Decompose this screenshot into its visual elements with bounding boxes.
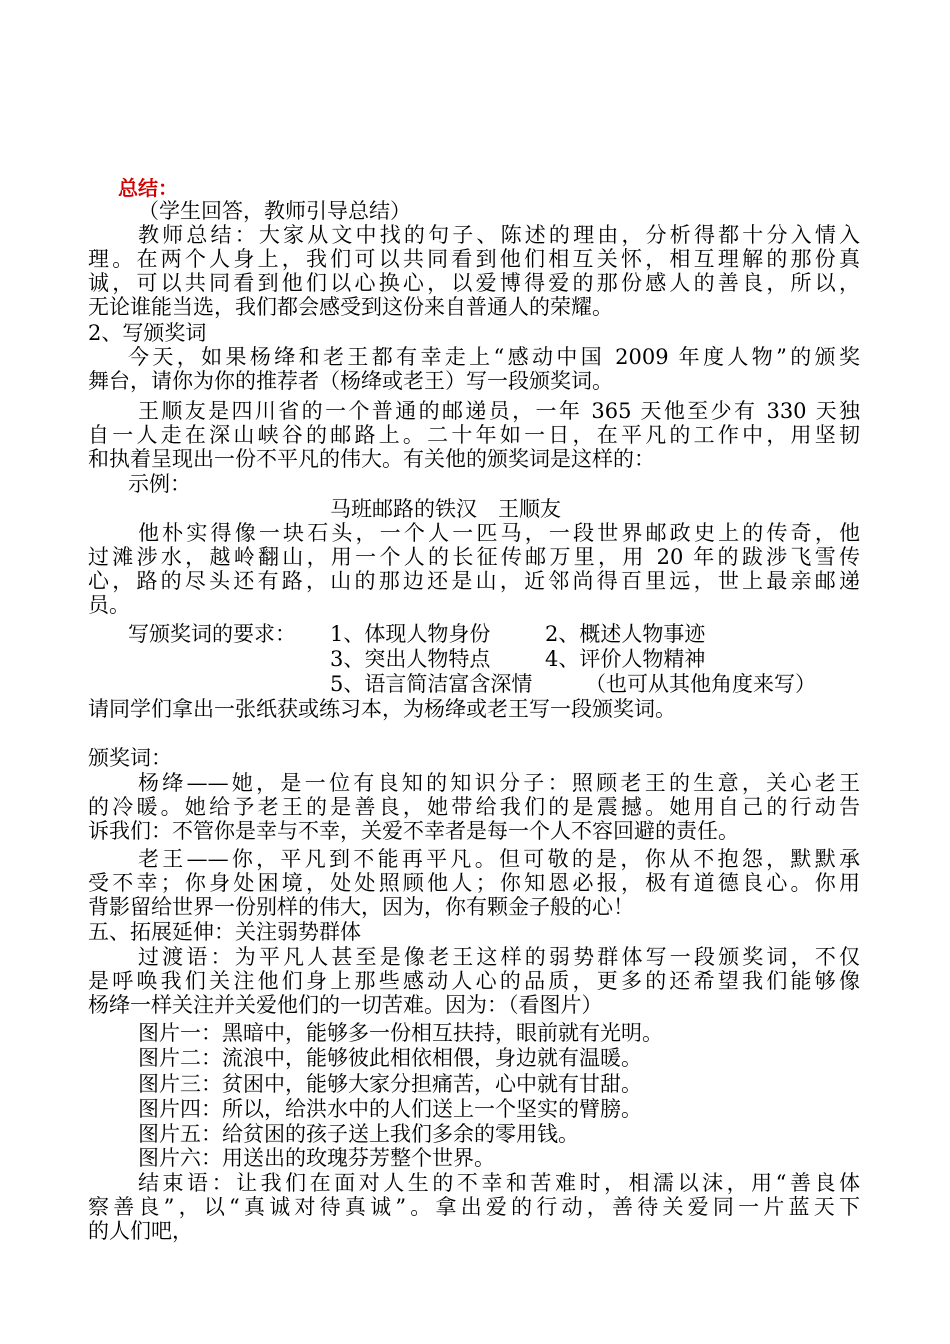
picture-item-5: 图片五：给贫困的孩子送上我们多余的零用钱。 bbox=[138, 1122, 579, 1146]
section2-intro-2: 舞台，请你为你的推荐者（杨绛或老王）写一段颁奖词。 bbox=[88, 369, 613, 393]
requirements-label: 写颁奖词的要求： bbox=[128, 622, 296, 646]
requirement-item-3: 3、突出人物特点 bbox=[330, 647, 491, 671]
yang-award-2: 的冷暖。她给予老王的是善良，她带给我们的是震撼。她用自己的行动告 bbox=[88, 795, 860, 819]
closing-line-1: 结束语：让我们在面对人生的不幸和苦难时，相濡以沫，用“善良体 bbox=[138, 1171, 860, 1195]
example-label: 示例： bbox=[128, 472, 191, 496]
summary-line-3: 诚，可以共同看到他们以心换心，以爱博得爱的那份感人的善良，所以， bbox=[88, 271, 860, 295]
closing-line-2: 察善良”，以“真诚对待真诚”。拿出爱的行动，善待关爱同一片蓝天下 bbox=[88, 1195, 860, 1219]
summary-line-1: 教师总结：大家从文中找的句子、陈述的理由，分析得都十分入情入 bbox=[138, 223, 860, 247]
picture-item-2: 图片二：流浪中，能够彼此相依相偎，身边就有温暖。 bbox=[138, 1046, 642, 1070]
closing-line-3: 的人们吧， bbox=[88, 1219, 193, 1243]
example-title: 马班邮路的铁汉 王顺友 bbox=[330, 497, 561, 521]
requirement-item-2: 2、概述人物事迹 bbox=[545, 622, 706, 646]
requirement-item-1: 1、体现人物身份 bbox=[330, 622, 491, 646]
requirement-item-4: 4、评价人物精神 bbox=[545, 647, 706, 671]
wang-award-1: 老王——你，平凡到不能再平凡。但可敬的是，你从不抱怨，默默承 bbox=[138, 847, 860, 871]
awards-label: 颁奖词： bbox=[88, 746, 172, 770]
example-line-3: 心，路的尽头还有路，山的那边还是山，近邻尚得百里远，世上最亲邮递 bbox=[88, 569, 860, 593]
yang-award-3: 诉我们：不管你是幸与不幸，关爱不幸者是每一个人不容回避的责任。 bbox=[88, 819, 739, 843]
summary-line-4: 无论谁能当选，我们都会感受到这份来自普通人的荣耀。 bbox=[88, 295, 613, 319]
picture-item-1: 图片一：黑暗中，能够多一份相互扶持，眼前就有光明。 bbox=[138, 1021, 663, 1045]
wang-intro-2: 自一人走在深山峡谷的邮路上。二十年如一日，在平凡的工作中，用坚韧 bbox=[88, 423, 860, 447]
yang-award-1: 杨绛——她，是一位有良知的知识分子：照顾老王的生意，关心老王 bbox=[138, 771, 860, 795]
section5-title: 五、拓展延伸：关注弱势群体 bbox=[88, 920, 361, 944]
section2-title: 2、写颁奖词 bbox=[88, 321, 207, 345]
transition-line-3: 杨绛一样关注并关爱他们的一切苦难。因为：（看图片） bbox=[88, 993, 603, 1017]
requirement-item-5: 5、语言简洁富含深情 bbox=[330, 672, 533, 696]
transition-line-1: 过渡语：为平凡人甚至是像老王这样的弱势群体写一段颁奖词，不仅 bbox=[138, 945, 860, 969]
summary-heading: 总结： bbox=[118, 176, 178, 200]
example-line-2: 过滩涉水，越岭翻山，用一个人的长征传邮万里，用 20 年的跋涉飞雪传 bbox=[88, 545, 860, 569]
picture-item-3: 图片三：贫困中，能够大家分担痛苦，心中就有甘甜。 bbox=[138, 1072, 642, 1096]
summary-note: （学生回答，教师引导总结） bbox=[138, 199, 411, 223]
wang-intro-1: 王顺友是四川省的一个普通的邮递员，一年 365 天他至少有 330 天独 bbox=[138, 399, 860, 423]
requirement-note: （也可从其他角度来写） bbox=[585, 672, 816, 696]
example-line-1: 他朴实得像一块石头，一个人一匹马，一段世界邮政史上的传奇，他 bbox=[138, 521, 860, 545]
wang-award-3: 背影留给世界一份别样的伟大，因为，你有颗金子般的心！ bbox=[88, 895, 634, 919]
section2-intro-1: 今天，如果杨绛和老王都有幸走上“感动中国 2009 年度人物”的颁奖 bbox=[128, 345, 860, 369]
example-line-4: 员。 bbox=[88, 593, 130, 617]
wang-award-2: 受不幸；你身处困境，处处照顾他人；你知恩必报，极有道德良心。你用 bbox=[88, 871, 860, 895]
wang-intro-3: 和执着呈现出一份不平凡的伟大。有关他的颁奖词是这样的： bbox=[88, 447, 655, 471]
picture-item-4: 图片四：所以，给洪水中的人们送上一个坚实的臂膀。 bbox=[138, 1097, 642, 1121]
summary-line-2: 理。在两个人身上，我们可以共同看到他们相互关怀，相互理解的那份真 bbox=[88, 247, 860, 271]
transition-line-2: 是呼唤我们关注他们身上那些感动人心的品质，更多的还希望我们能够像 bbox=[88, 969, 860, 993]
instruction-line: 请同学们拿出一张纸获或练习本，为杨绛或老王写一段颁奖词。 bbox=[88, 697, 676, 721]
picture-item-6: 图片六：用送出的玫瑰芬芳整个世界。 bbox=[138, 1146, 495, 1170]
